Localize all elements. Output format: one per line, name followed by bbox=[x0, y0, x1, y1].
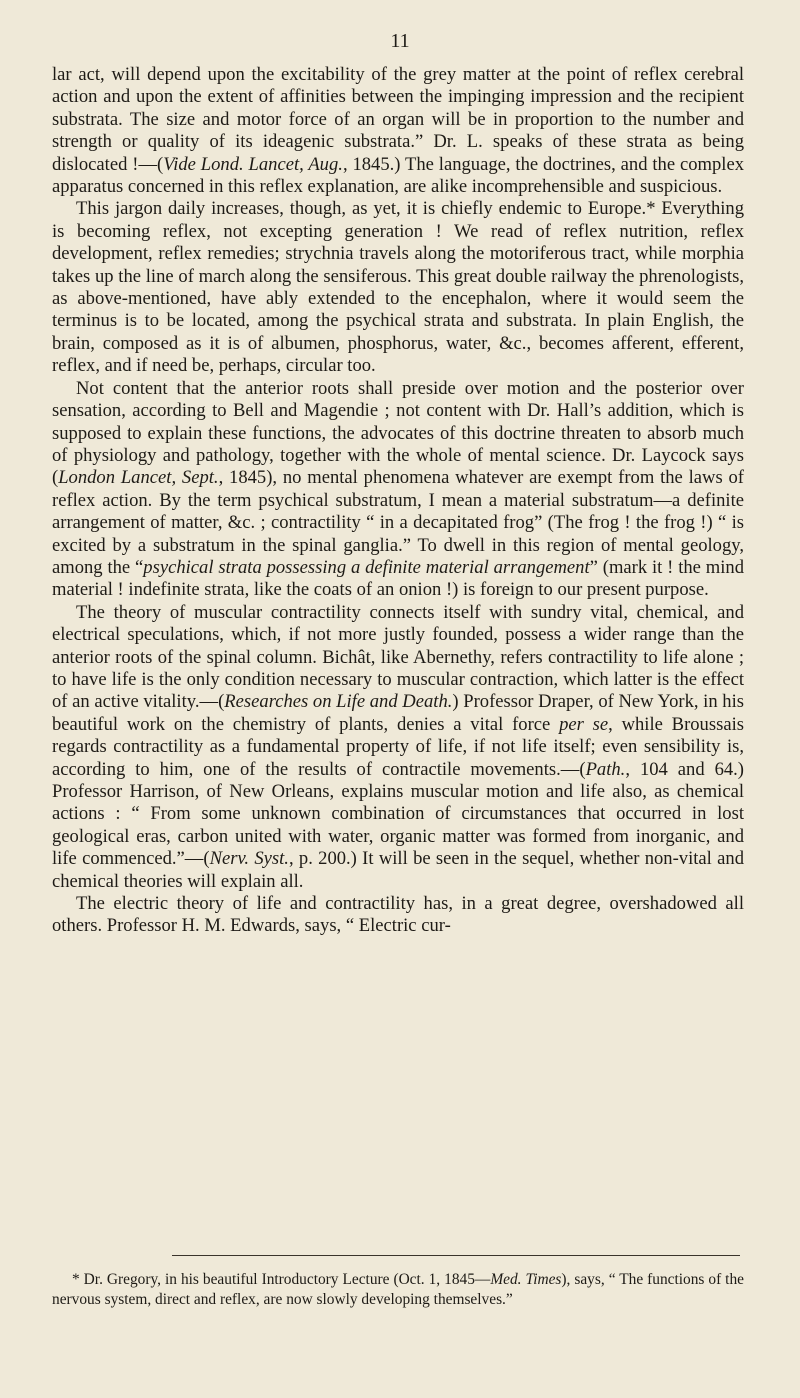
text-run: , 1845.) The language, the doctrines, and the complex apparatus concerned in this reflex explanation, are alike incomprehensible and suspicious. bbox=[52, 153, 744, 198]
italic-text: London Lancet, Sept. bbox=[58, 467, 219, 489]
text-run: ), says, “ The functions of the nervous system, direct and reflex, are now slowly developing themselves.” bbox=[52, 1271, 744, 1308]
italic-text: Researches on Life and Death. bbox=[224, 691, 453, 713]
page-number: 11 bbox=[390, 30, 410, 52]
text-run: , 1845), no mental phenomena whatever are exempt from the laws of reflex action. By the term psychical substratum, I mean a material substratum—a definite arrangement of matter, &c. ; contractility “ in a decapitated frog” (The frog ! the frog !) “ is excited by a substratum in the spinal ganglia.” To dwell in this region of mental geology, among the “ bbox=[52, 467, 744, 578]
footnote bbox=[52, 1270, 744, 1310]
footnote-paragraph bbox=[52, 1270, 744, 1310]
italic-text: Path. bbox=[585, 758, 626, 780]
text-run: ” (mark it ! the mind material ! indefinite strata, like the coats of an onion !) is foreign to our present purpose. bbox=[52, 556, 745, 601]
paragraph bbox=[52, 378, 744, 602]
paragraph bbox=[52, 893, 744, 938]
body-text bbox=[52, 64, 744, 938]
text-run: This jargon daily increases, though, as yet, it is chiefly endemic to Europe.* Everything is becoming reflex, not excepting generation ! We read of reflex nutrition, reflex development, reflex remedies; strychnia travels along the motoriferous tract, while morphia takes up the line of march along the sensiferous. This great double railway the phrenologists, as above-mentioned, have ably extended to the encephalon, where it would seem the terminus is to be located, among the psychical strata and substrata. In plain English, the brain, composed as it is of albumen, phosphorus, water, &c., becomes afferent, efferent, reflex, and if need be, perhaps, circular too. bbox=[52, 198, 744, 377]
paragraph bbox=[52, 198, 744, 377]
footnote-divider bbox=[172, 1255, 740, 1256]
text-run: The theory of muscular contractility connects itself with sundry vital, chemical, and electrical speculations, which, if not more justly founded, possess a wider range than the anterior roots of the spinal column. Bichât, like Abernethy, refers contractility to life alone ; to have life is the only condition necessary to muscular contraction, which latter is the effect of an active vitality.—( bbox=[52, 601, 744, 713]
text-run: , while Broussais regards contractility as a fundamental property of life, if not life itself; even sensibility is, according to him, one of the results of contractile movements.—( bbox=[52, 713, 744, 780]
text-run: * Dr. Gregory, in his beautiful Introductory Lecture (Oct. 1, 1845— bbox=[72, 1271, 491, 1288]
paragraph bbox=[52, 64, 744, 198]
paragraph bbox=[52, 602, 744, 893]
italic-text: Nerv. Syst. bbox=[209, 848, 289, 870]
italic-text: psychical strata possessing a definite material arrangement bbox=[143, 556, 590, 578]
text-run: , 104 and 64.) Professor Harrison, of New Orleans, explains muscular motion and life also, as chemical actions : “ From some unknown combination of circumstances that occurred in lost geological eras, carbon united with water, organic matter was formed from inorganic, and life commenced.”—( bbox=[52, 758, 744, 870]
text-run: ) Professor Draper, of New York, in his beautiful work on the chemistry of plants, denies a vital force bbox=[52, 691, 744, 735]
italic-text: Vide Lond. Lancet, Aug. bbox=[163, 153, 343, 175]
text-run: , p. 200.) It will be seen in the sequel, whether non-vital and chemical theories will explain all. bbox=[52, 848, 744, 892]
text-run: Not content that the anterior roots shall preside over motion and the posterior over sensation, according to Bell and Magendie ; not content with Dr. Hall’s addition, which is supposed to explain these functions, the advocates of this doctrine threaten to absorb much of physiology and pathology, together with the whole of mental science. Dr. Laycock says ( bbox=[52, 377, 744, 489]
italic-text: per se bbox=[559, 713, 609, 735]
italic-text: Med. Times bbox=[490, 1271, 562, 1288]
text-run: lar act, will depend upon the excitability of the grey matter at the point of reflex cerebral action and upon the extent of affinities between the impinging impression and the recipient substrata. The size and motor force of an organ will be in proportion to the number and strength or quality of its ideagenic substrata.” Dr. L. speaks of these strata as being dislocated !—( bbox=[52, 64, 744, 175]
text-run: The electric theory of life and contractility has, in a great degree, overshadowed all others. Professor H. M. Edwards, says, “ Electric cur- bbox=[52, 893, 744, 937]
